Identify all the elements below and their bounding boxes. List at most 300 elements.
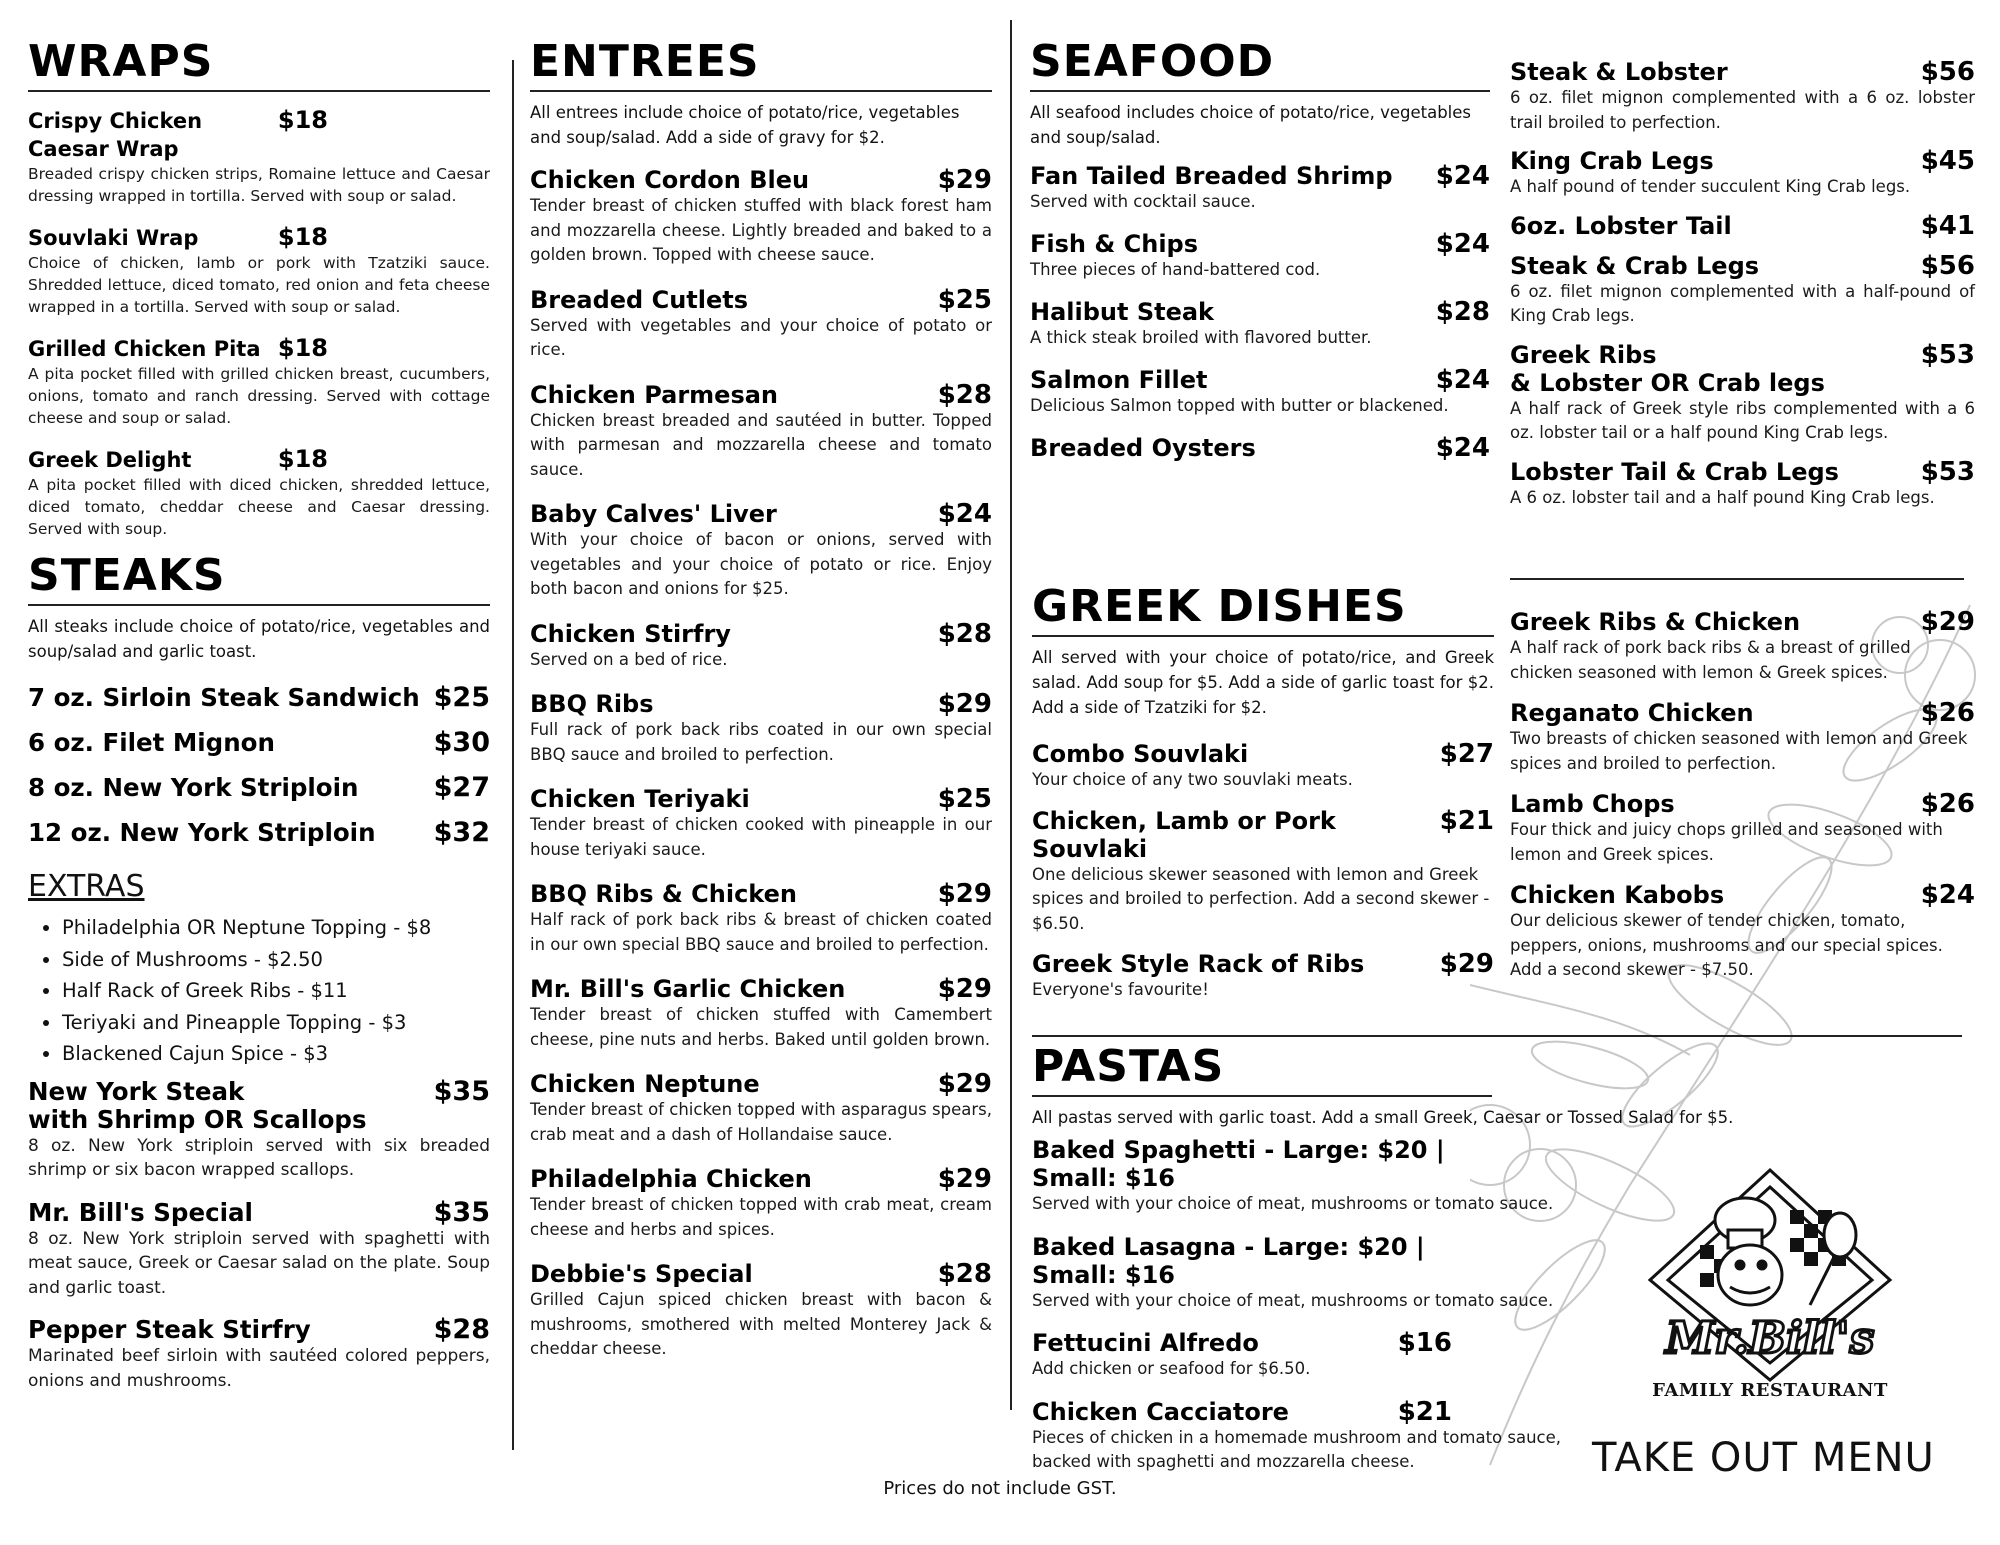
menu-item [1510,608,1975,685]
menu-item-price: $24 [1435,433,1490,463]
menu-item-header [1032,807,1494,863]
menu-item-header [1510,790,1975,818]
menu-item-price: $30 [433,727,490,758]
menu-item-description: Tender breast of chicken stuffed with Camembert cheese, pine nuts and herbs. Baked until golden brown. [530,1005,992,1049]
menu-item-name: Debbie's Special [530,1260,753,1288]
menu-item-name: BBQ Ribs & Chicken [530,880,797,908]
menu-item-header [1030,434,1490,462]
menu-item-name-box [1030,366,1207,394]
menu-item-name-box [1510,790,1675,818]
menu-item-price: $35 [433,1196,490,1228]
menu-item-name: Souvlaki Wrap [28,226,199,250]
logo-wordmark: Mr.Bill's [1665,1313,1875,1364]
menu-item-name: Salmon Fillet [1030,366,1208,394]
menu-item-description: 8 oz. New York striploin served with six breaded shrimp or six bacon wrapped scallops. [28,1135,490,1180]
pastas-top-rule [1032,1035,1962,1037]
greek-intro: All served with your choice of potato/rice, and Greek salad. Add soup for $5. Add a side of garlic toast for $2. Add a side of Tzatziki for $2. [1032,648,1494,717]
menu-item-price: $28 [937,379,992,410]
menu-item-name: Baked Lasagna - Large: $20 | Small: $16 [1032,1232,1425,1289]
menu-item [530,785,992,862]
menu-item-description: Tender breast of chicken topped with crab meat, cream cheese and herbs and spices. [530,1195,992,1239]
menu-item [1510,252,1975,329]
menu-item-price: $29 [937,1069,992,1099]
menu-item-name: Greek Style Rack of Ribs [1032,950,1365,978]
menu-item-price: $24 [937,499,992,529]
menu-item [1510,212,1975,240]
menu-item-price: $24 [1920,880,1975,910]
menu-item-description: 6 oz. filet mignon complemented with a half-pound of King Crab legs. [1510,281,1975,325]
menu-item-description: Pieces of chicken in a homemade mushroom and tomato sauce, backed with spaghetti and mozzarella cheese. [1032,1427,1562,1471]
menu-item-description: Add chicken or seafood for $6.50. [1032,1359,1311,1378]
menu-item [530,381,992,483]
menu-item-price: $29 [937,165,992,195]
menu-item-description: Full rack of pork back ribs coated in our own special BBQ sauce and broiled to perfection. [530,720,992,764]
menu-item-name: Breaded Oysters [1030,434,1256,462]
menu-item-name-box [1032,1398,1289,1426]
menu-item-price: $26 [1920,789,1975,819]
menu-item-header [28,334,328,363]
menu-item-name: Breaded Cutlets [530,285,749,314]
extras-title: EXTRAS [28,869,145,904]
menu-item-description: A pita pocket filled with grilled chicken breast, cucumbers, onions, tomato and ranch dressing. Served with cottage cheese and soup or salad. [28,365,490,427]
menu-item-name: 6 oz. Filet Mignon [28,728,275,757]
menu-item-name: Halibut Steak [1030,298,1215,326]
menu-item-header [530,1165,992,1193]
menu-item [28,729,490,757]
menu-item-header [1030,162,1490,190]
menu-item-name-box [1510,608,1800,636]
menu-item-name: Chicken, Lamb or Pork Souvlaki [1032,806,1336,863]
wraps-list [28,106,490,540]
menu-item [28,106,490,207]
menu-item-name-box [1032,950,1364,978]
menu-item-description: A half rack of Greek style ribs complemented with a 6 oz. lobster tail or a half pound King Crab legs. [1510,398,1975,442]
menu-item-header [1032,950,1494,978]
menu-item-description: 8 oz. New York striploin served with spaghetti with meat sauce, Greek or Caesar salad on the plate. Soup and garlic toast. [28,1228,490,1298]
steaks-list [28,684,490,847]
menu-item-header [530,690,992,718]
menu-item-name: 6oz. Lobster Tail [1510,211,1732,240]
menu-item [530,286,992,363]
menu-item-name-box [28,819,376,847]
menu-item-header [1030,366,1490,394]
menu-item-name-box [1030,230,1198,258]
menu-item-name: King Crab Legs [1510,147,1714,175]
menu-item-header [1032,1398,1452,1426]
menu-item-header [530,975,992,1003]
menu-item [1032,740,1494,793]
menu-item-name-box [1030,434,1256,462]
menu-item-name-box [530,690,654,718]
menu-item-description: Tender breast of chicken cooked with pineapple in our house teriyaki sauce. [530,815,992,859]
menu-item-name: Fan Tailed Breaded Shrimp [1030,162,1393,190]
menu-item-description: One delicious skewer seasoned with lemon and Greek spices and broiled to perfection. Add a second skewer - $6.50. [1032,864,1490,933]
menu-item-name: Steak & Lobster [1510,58,1728,86]
menu-item-name-box [530,880,797,908]
menu-item [1032,807,1494,937]
steaks-title: STEAKS [28,550,226,601]
menu-item-header [530,880,992,908]
menu-item-name-box [530,785,750,813]
prices-footnote: Prices do not include GST. [883,1478,1117,1499]
menu-item-price: $29 [937,689,992,719]
pastas-intro: All pastas served with garlic toast. Add a small Greek, Caesar or Tossed Salad for $5. [1032,1108,1734,1127]
take-out-menu-label: TAKE OUT MENU [1592,1435,1935,1481]
menu-item-header [1032,1136,1452,1192]
menu-item-header [1510,212,1975,240]
menu-item-price: $21 [1397,1396,1452,1427]
menu-item-price: $29 [937,1164,992,1194]
menu-item-header [1032,1233,1452,1289]
menu-item-description: Tender breast of chicken stuffed with black forest ham and mozzarella cheese. Lightly breaded and baked to a golden brown. Topped with cheese sauce. [530,196,992,264]
menu-item-description: Everyone's favourite! [1032,980,1209,999]
menu-item-price: $45 [1920,146,1975,176]
wraps-rule [28,90,490,92]
menu-item-price: $29 [1920,607,1975,637]
menu-item [1030,230,1490,282]
menu-item [1030,366,1490,418]
menu-item-name: Steak & Crab Legs [1510,251,1760,280]
menu-item [530,975,992,1052]
menu-item-name-box [1510,147,1714,175]
menu-item-name-box [530,1165,812,1193]
menu-item-description: Choice of chicken, lamb or pork with Tzatziki sauce. Shredded lettuce, diced tomato, red onion and feta cheese wrapped in a tortilla. Served with soup or salad. [28,254,490,316]
menu-item-name-box [1032,1329,1259,1357]
menu-item-name: Mr. Bill's Garlic Chicken [530,975,846,1003]
menu-item-price: $24 [1435,161,1490,191]
menu-item-price: $29 [1439,949,1494,979]
menu-item-header [1032,1329,1452,1357]
entrees-rule [530,90,992,92]
menu-item [28,819,490,847]
menu-item-header [28,1075,490,1134]
menu-item-price: $28 [1435,297,1490,327]
menu-item-name: Chicken Parmesan [530,380,779,409]
menu-item-name-box [1032,1136,1452,1192]
menu-item-price: $18 [277,223,328,251]
menu-item [1510,341,1975,446]
menu-item-header [530,381,992,409]
menu-item-name: Reganato Chicken [1510,699,1754,727]
menu-item [1510,790,1975,867]
menu-item [1032,950,1494,1003]
menu-item-name-box [28,1199,253,1227]
menu-item [530,1070,992,1147]
menu-item-name: Chicken Stirfry [530,619,731,648]
menu-item [28,774,490,802]
wraps-title: WRAPS [28,36,214,87]
seafood-title: SEAFOOD [1030,36,1275,87]
menu-item-description: Served with cocktail sauce. [1030,192,1256,211]
menu-item [28,334,490,429]
menu-item-header [530,500,992,528]
menu-item-price: $32 [433,817,490,848]
menu-item-header [28,106,328,163]
menu-item-name-box [28,774,358,802]
menu-item-name: Baked Spaghetti - Large: $20 | Small: $16 [1032,1136,1445,1192]
column-greek [1032,581,1494,1003]
menu-item-header [530,286,992,314]
menu-item-name: Lamb Chops [1510,790,1675,818]
menu-item-header [530,1260,992,1288]
menu-item-name: BBQ Ribs [530,690,654,718]
greek-list [1032,740,1494,1003]
menu-item [530,500,992,602]
menu-item-header [28,819,490,847]
menu-item [28,1075,490,1183]
greek-top-rule [1510,578,1964,580]
menu-item-name: Chicken Teriyaki [530,785,750,813]
extras-item: • Half Rack of Greek Ribs - $11 [62,975,490,1007]
menu-item-price: $18 [277,106,328,134]
menu-item-name-box [530,381,778,409]
greek-title: GREEK DISHES [1032,581,1407,632]
menu-item-description: Served on a bed of rice. [530,649,728,669]
column-wraps-steaks [28,36,490,1393]
menu-item-description: Delicious Salmon topped with butter or blackened. [1030,396,1449,415]
menu-item-name-box [530,286,748,314]
menu-item-header [1510,147,1975,175]
menu-item-name-line2: & Lobster OR Crab legs [1510,368,1825,397]
menu-item-header [1510,341,1975,397]
menu-item-name: Chicken Cacciatore [1032,1397,1289,1426]
menu-item-description: Our delicious skewer of tender chicken, tomato, peppers, onions, mushrooms and our special spices. Add a second skewer - $7.50. [1510,911,1943,979]
menu-item-price: $18 [277,334,328,362]
menu-item-price: $24 [1435,229,1490,259]
menu-item [1032,1329,1592,1382]
menu-item-description: A thick steak broiled with flavored butter. [1030,328,1372,347]
divider-1 [512,60,514,1450]
menu-item-description: Grilled Cajun spiced chicken breast with bacon & mushrooms, smothered with melted Monterey Jack & cheddar cheese. [530,1290,992,1358]
menu-item-header [28,729,490,757]
steaks-rule [28,604,490,606]
menu-item-price: $56 [1920,57,1975,87]
menu-item-description: Two breasts of chicken seasoned with lemon and Greek spices and broiled to perfection. [1510,729,1968,773]
greek-right-list [1510,608,1975,983]
menu-item [1030,434,1490,462]
menu-item-price: $24 [1435,365,1490,395]
menu-item-header [530,785,992,813]
seafood-list [1030,162,1490,462]
menu-item-name-box [1510,341,1825,397]
menu-item-name-box [28,1316,311,1344]
menu-item-name: 7 oz. Sirloin Steak Sandwich [28,683,420,712]
menu-item-name: Greek Ribs & Chicken [1510,608,1801,636]
seafood-rule [1030,90,1490,92]
menu-item-price: $41 [1920,210,1975,241]
menu-item-price: $28 [433,1314,490,1345]
menu-item-description: Half rack of pork back ribs & breast of chicken coated in our own special BBQ sauce and broiled to perfection. [530,910,992,954]
menu-item-name-box [28,684,420,712]
menu-item-name-box [1510,881,1724,909]
menu-item [1510,881,1975,983]
menu-item-header [1510,699,1975,727]
seafood-right-list [1510,58,1975,510]
column-entrees [530,36,992,1362]
steaks-intro: All steaks include choice of potato/rice, vegetables and soup/salad and garlic toast. [28,617,490,661]
menu-item-price: $25 [937,284,992,315]
extras-item: • Teriyaki and Pineapple Topping - $3 [62,1007,490,1039]
extras-item: • Blackened Cajun Spice - $3 [62,1038,490,1070]
menu-item-header [530,1070,992,1098]
menu-item [1510,58,1975,135]
menu-item-description: Served with your choice of meat, mushrooms or tomato sauce. [1032,1290,1554,1310]
menu-item-price: $29 [937,974,992,1004]
menu-item-name: Chicken Cordon Bleu [530,166,810,194]
menu-item-description: With your choice of bacon or onions, served with vegetables and your choice of potato or rice. Enjoy both bacon and onions for $25. [530,530,992,598]
menu-item-header [28,445,328,474]
menu-item-name-box [28,446,191,474]
menu-item-description: Tender breast of chicken topped with asparagus spears, crab meat and a dash of Hollandaise sauce. [530,1100,992,1144]
pastas-title: PASTAS [1032,1041,1225,1092]
menu-item-name: Greek Ribs [1510,340,1657,369]
menu-item-description: Marinated beef sirloin with sautéed colored peppers, onions and mushrooms. [28,1346,490,1391]
menu-item-name: Philadelphia Chicken [530,1165,812,1193]
menu-item-description: Chicken breast breaded and sautéed in butter. Topped with parmesan and mozzarella cheese and tomato sauce. [530,410,992,479]
menu-item-description: Served with vegetables and your choice of potato or rice. [530,315,992,359]
menu-item-header [530,620,992,648]
menu-item-header [28,774,490,802]
column-seafood [1030,36,1490,463]
menu-item-description: Served with your choice of meat, mushrooms or tomato sauce. [1032,1194,1554,1213]
menu-item-name: Lobster Tail & Crab Legs [1510,457,1839,486]
menu-item-name-box [530,975,845,1003]
menu-item [1032,1233,1592,1314]
menu-item-name-box [1032,807,1440,863]
menu-item [28,684,490,712]
menu-item-name-box [530,1260,753,1288]
menu-item [1032,1398,1592,1475]
menu-item-price: $53 [1920,339,1975,370]
menu-item-name-box [28,107,278,163]
menu-item-header [1030,230,1490,258]
menu-item [530,1165,992,1242]
menu-item [28,1196,490,1301]
menu-item-description: A half rack of pork back ribs & a breast of grilled chicken seasoned with lemon & Greek spices. [1510,638,1911,682]
menu-item-price: $28 [937,618,992,649]
menu-item-price: $26 [1920,698,1975,728]
menu-item-description: Four thick and juicy chops grilled and seasoned with lemon and Greek spices. [1510,820,1943,864]
menu-item-header [28,684,490,712]
menu-item-name-box [1510,58,1728,86]
menu-item-price: $25 [433,682,490,713]
column-seafood-right [1510,40,1975,510]
menu-item-header [1510,608,1975,636]
menu-item-description: Breaded crispy chicken strips, Romaine lettuce and Caesar dressing wrapped in tortilla. Served with soup or salad. [28,165,490,205]
menu-item-header [1510,252,1975,280]
family-restaurant-label: FAMILY RESTAURANT [1652,1380,1888,1401]
menu-item-header [530,166,992,194]
menu-item [530,690,992,767]
menu-item-price: $27 [1439,739,1494,769]
menu-item-name-box [1510,458,1839,486]
menu-item [530,1260,992,1362]
menu-item [530,880,992,957]
menu-item-name: Fettucini Alfredo [1032,1329,1259,1357]
menu-item-header [1510,58,1975,86]
menu-item-name-line2: with Shrimp OR Scallops [28,1104,367,1134]
menu-item-name: Pepper Steak Stirfry [28,1315,311,1344]
menu-item-name-box [530,166,809,194]
menu-item-description: A pita pocket filled with diced chicken, shredded lettuce, diced tomato, cheddar cheese and Caesar dressing. Served with soup. [28,476,490,538]
extras-list [28,912,490,1070]
menu-item [28,445,490,540]
pastas-list [1032,1136,1592,1475]
menu-item-description: A half pound of tender succulent King Crab legs. [1510,177,1911,196]
menu-item-header [1510,458,1975,486]
menu-item [1032,1136,1592,1217]
menu-item-price: $53 [1920,456,1975,487]
menu-item-name: Chicken Kabobs [1510,881,1725,909]
menu-item [530,166,992,268]
menu-item-header [28,1316,490,1344]
menu-item-name: Crispy Chicken Caesar Wrap [28,109,203,161]
menu-item-name-box [530,500,777,528]
menu-item-name: Greek Delight [28,448,192,472]
menu-item [1510,458,1975,511]
menu-item-name-box [1032,740,1248,768]
menu-item-name-box [28,335,261,363]
menu-item [1030,298,1490,350]
menu-item-name-box [28,224,198,252]
mr-bills-logo [1640,1165,1900,1405]
menu-item-name: 12 oz. New York Striploin [28,818,376,847]
menu-item-price: $21 [1439,805,1494,836]
menu-item-price: $18 [277,445,328,473]
menu-item-price: $56 [1920,250,1975,281]
menu-item-name-box [1510,212,1732,240]
menu-item-header [28,223,328,252]
divider-2 [1010,20,1012,1410]
menu-item-price: $16 [1397,1328,1452,1358]
menu-item-price: $35 [433,1075,490,1107]
column-greek-right [1510,600,1975,983]
menu-item-header [1032,740,1494,768]
entrees-intro: All entrees include choice of potato/rice, vegetables and soup/salad. Add a side of gravy for $2. [530,103,960,147]
menu-item-header [28,1196,490,1228]
entrees-title: ENTREES [530,36,760,87]
menu-item-name-box [1030,298,1214,326]
menu-item-name: Chicken Neptune [530,1070,760,1098]
menu-item-price: $27 [433,772,490,803]
menu-item [1510,699,1975,776]
menu-item [1030,162,1490,214]
menu-item-name-box [1510,252,1759,280]
menu-item-name-box [1030,162,1393,190]
menu-item-name-box [28,729,275,757]
menu-item-description: Three pieces of hand-battered cod. [1030,260,1321,279]
menu-item-name-box [1032,1233,1452,1289]
menu-item-description: 6 oz. filet mignon complemented with a 6 oz. lobster trail broiled to perfection. [1510,88,1975,132]
menu-item-name: Combo Souvlaki [1032,740,1249,768]
menu-item-name: New York Steak [28,1076,245,1106]
menu-item-price: $25 [937,784,992,814]
column-pastas [1032,1041,1734,1475]
menu-item-description: A 6 oz. lobster tail and a half pound King Crab legs. [1510,487,1935,507]
menu-item-description: Your choice of any two souvlaki meats. [1032,770,1353,789]
menu-item-name: Fish & Chips [1030,230,1199,258]
menu-item-name: Baby Calves' Liver [530,500,777,528]
menu-item-name-box [1510,699,1754,727]
menu-item-name-box [530,1070,760,1098]
entrees-list [530,166,992,1362]
menu-item-name-box [530,620,731,648]
pastas-rule [1032,1095,1492,1097]
steak-specials [28,1075,490,1394]
menu-item [530,620,992,673]
menu-item-name: 8 oz. New York Striploin [28,773,359,802]
menu-item [1510,147,1975,200]
